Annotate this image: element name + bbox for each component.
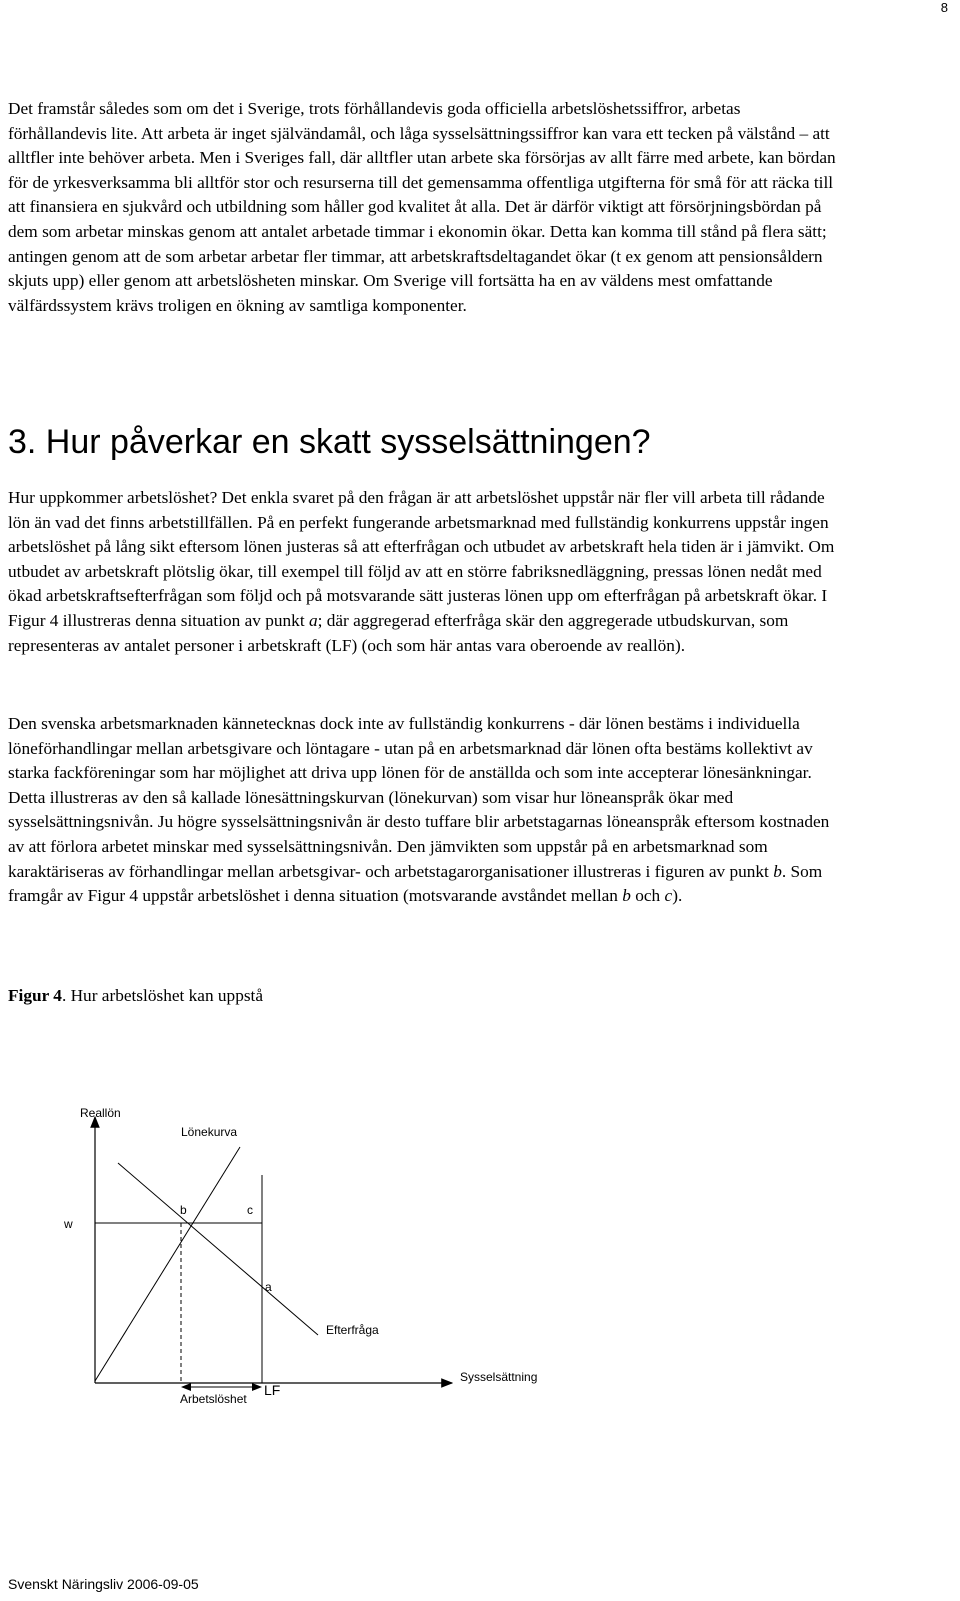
point-label: c [664, 886, 673, 906]
figure-caption-label: Figur 4 [8, 986, 62, 1005]
wage-curve-line [95, 1147, 240, 1381]
point-label: b [622, 886, 631, 906]
paragraph-text: ). [672, 886, 683, 906]
demand-curve-line [118, 1163, 318, 1335]
paragraph-swedish-market [8, 712, 838, 909]
point-c-label: c [247, 1203, 253, 1217]
point-a-label: a [265, 1280, 272, 1294]
y-axis-label: Reallön [80, 1106, 121, 1120]
paragraph-text: Den svenska arbetsmarknaden kännetecknas dock inte av fullständig konkurrens - där lönen bestäms i individuella löneförhandlingar mellan arbetsgivare och löntagare - utan på en arbetsmarknad där lönen ofta bestäms kollektivt av starka fackföreningar som har möjlighet att driva upp lönen för de anställda och som inte accepterar lönesänkningar. Detta illustreras av den så kallade lönesättningskurvan (lönekurvan) som visar hur löneanspråk ökar med sysselsättningsnivån. Ju högre sysselsättningsnivån är desto tuffare blir arbetstagarnas löneanspråk eftersom kostnaden av att förlora arbetet minskar med sysselsättningsnivån. Den jämvikten som uppstår på en arbetsmarknad som karaktäriseras av förhandlingar mellan arbetsgivar- och arbetstagarorganisationer illustreras i figuren av punkt [8, 714, 830, 881]
page-number: 8 [940, 0, 948, 15]
section-heading: 3. Hur påverkar en skatt sysselsättningen? [8, 423, 651, 461]
point-label: b [773, 861, 782, 881]
labour-market-diagram [0, 1095, 560, 1425]
paragraph-text: och [630, 886, 665, 906]
paragraph-text: ; där aggregerad efterfråga skär den aggregerade utbudskurvan, som representeras av antalet personer i arbetskraft (LF) (och som här antas vara oberoende av reallön). [8, 610, 789, 655]
wage-curve-label: Lönekurva [181, 1125, 238, 1139]
wage-label: w [64, 1217, 73, 1231]
paragraph-unemployment [8, 486, 838, 658]
unemployment-label: Arbetslöshet [180, 1392, 247, 1406]
paragraph-intro: Det framstår således som om det i Sverige, trots förhållandevis goda officiella arbetslöshetssiffror, arbetas förhållandevis lite. Att arbeta är inget självändamål, och låga sysselsättningssiffror kan vara ett tecken på välstånd – att alltfler inte behöver arbeta. Men i Sveriges fall, där alltfler utan arbete ska försörjas av allt färre med arbete, kan bördan för de yrkesverksamma bli alltför stor och resurserna till det gemensamma offentliga utgifterna för små för att räcka till att finansiera en sjukvård och utbildning som håller god kvalitet åt alla. Det är därför viktigt att försörjningsbördan på dem som arbetar minskas genom att antalet arbetade timmar i ekonomin ökar. Detta kan komma till stånd på flera sätt; antingen genom att de som arbetar arbetar fler timmar, att arbetskraftsdeltagandet ökar (t ex genom att pensionsåldern skjuts upp) eller genom att arbetslösheten minskar. Om Sverige vill fortsätta ha en av väldens mest omfattande välfärdssystem krävs troligen en ökning av samtliga komponenter. [8, 99, 836, 315]
figure-caption-text: . Hur arbetslöshet kan uppstå [61, 986, 264, 1005]
x-axis-label: Sysselsättning [460, 1370, 538, 1384]
demand-label: Efterfråga [326, 1323, 379, 1337]
labour-force-label: LF [264, 1382, 281, 1398]
point-label: a [308, 610, 318, 630]
paragraph-text: Hur uppkommer arbetslöshet? Det enkla svaret på den frågan är att arbetslöshet uppstår när fler vill arbeta till rådande lön än vad det finns arbetstillfällen. På en perfekt fungerande arbetsmarknad med fullständig konkurrens uppstår ingen arbetslöshet på lång sikt eftersom lönen justeras så att efterfrågan och utbudet av arbetskraft hela tiden är i jämvikt. Om utbudet av arbetskraft plötslig ökar, till exempel till följd av att en större fabriksnedläggning, pressas lönen nedåt med ökad arbetskraftsefterfrågan som följd och på motsvarande sätt justeras lönen upp om efterfrågan på arbetskraft ökar. I Figur 4 illustreras denna situation av punkt [8, 488, 835, 630]
paragraph-text: . Som framgår av Figur 4 uppstår arbetslöshet i denna situation (motsvarande avståndet mellan [8, 861, 823, 906]
figure-caption [8, 984, 263, 1008]
point-b-label: b [180, 1203, 187, 1217]
footer: Svenskt Näringsliv 2006-09-05 [8, 1576, 199, 1592]
